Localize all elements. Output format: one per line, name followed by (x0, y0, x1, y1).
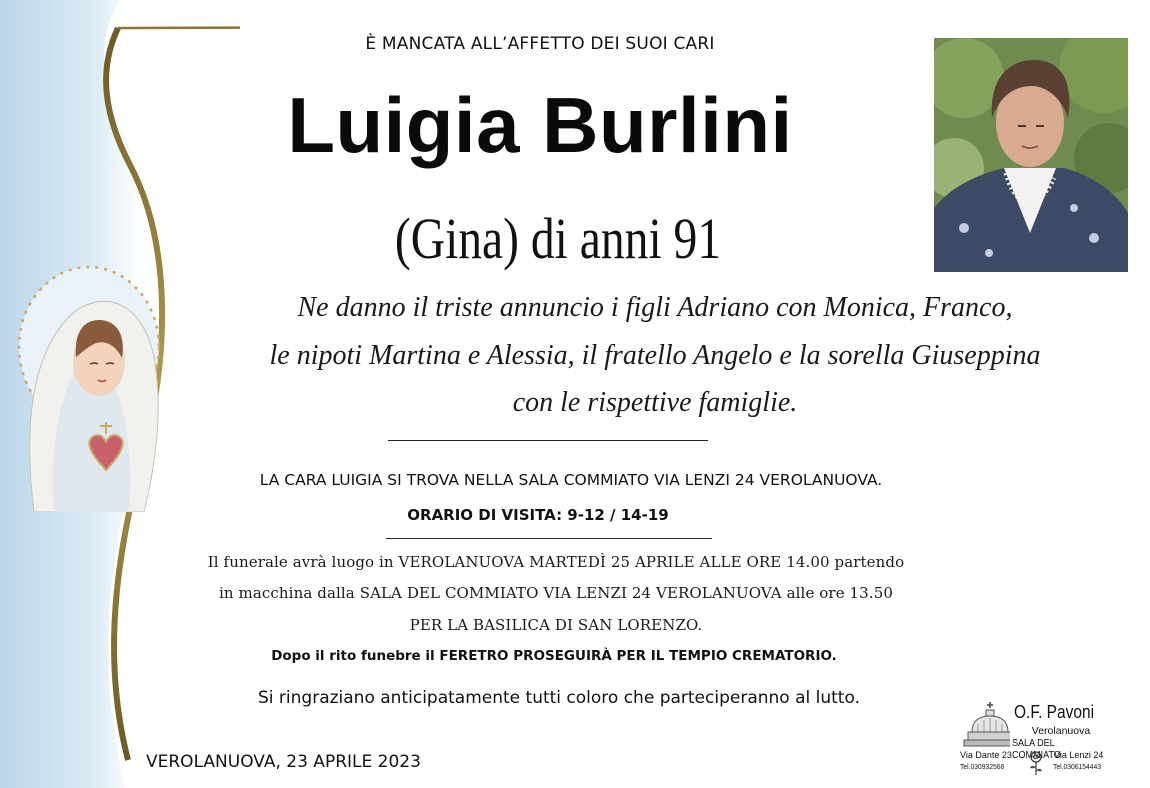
funeral-line: PER LA BASILICA DI SAN LORENZO. (409, 616, 703, 634)
date-line: VEROLANUOVA, 23 APRILE 2023 (146, 752, 421, 772)
agency-address-2: Via Lenzi 24 (1054, 750, 1104, 760)
madonna-image (14, 262, 164, 512)
agency-address-1: Via Dante 23 (960, 750, 1012, 760)
divider (386, 538, 712, 539)
agency-name: O.F. Pavoni (1014, 702, 1095, 722)
funeral-line: Il funerale avrà luogo in VEROLANUOVA MARTEDÌ 25 APRILE ALLE ORE 14.00 partendo (207, 553, 905, 571)
nickname-age: (Gina) di anni 91 (394, 206, 722, 271)
funeral-line: in macchina dalla SALA DEL COMMIATO VIA LENZI 24 VEROLANUOVA alle ore 13.50 (219, 584, 893, 602)
agency-phone-2: Tel.0306154443 (1053, 762, 1102, 771)
divider (388, 440, 708, 441)
agency-sala: SALA DEL COMMIATO (1012, 737, 1061, 761)
announcement: È MANCATA ALL’AFFETTO DEI SUOI CARI (365, 34, 715, 54)
church-dome-logo (960, 700, 1010, 750)
family-line: Ne danno il triste annuncio i figli Adriano con Monica, Franco, (297, 292, 1013, 323)
visiting-hours: ORARIO DI VISITA: 9-12 / 14-19 (407, 506, 669, 524)
viewing-location: LA CARA LUIGIA SI TROVA NELLA SALA COMMIATO VIA LENZI 24 VEROLANUOVA. (259, 471, 883, 489)
agency-town: Verolanuova (1031, 725, 1091, 737)
agency-logo (954, 700, 1114, 778)
rose-icon (1026, 750, 1046, 776)
family-line: le nipoti Martina e Alessia, il fratello Angelo e la sorella Giuseppina (269, 340, 1041, 371)
agency-phone-1: Tel.030932568 (960, 762, 1005, 771)
cremation-note: Dopo il rito funebre il FERETRO PROSEGUIRÀ PER IL TEMPIO CREMATORIO. (271, 648, 837, 664)
family-line: con le rispettive famiglie. (512, 387, 798, 418)
thanks-line: Si ringraziano anticipatamente tutti coloro che parteciperanno al lutto. (258, 688, 860, 708)
deceased-name: Luigia Burlini (287, 81, 793, 169)
